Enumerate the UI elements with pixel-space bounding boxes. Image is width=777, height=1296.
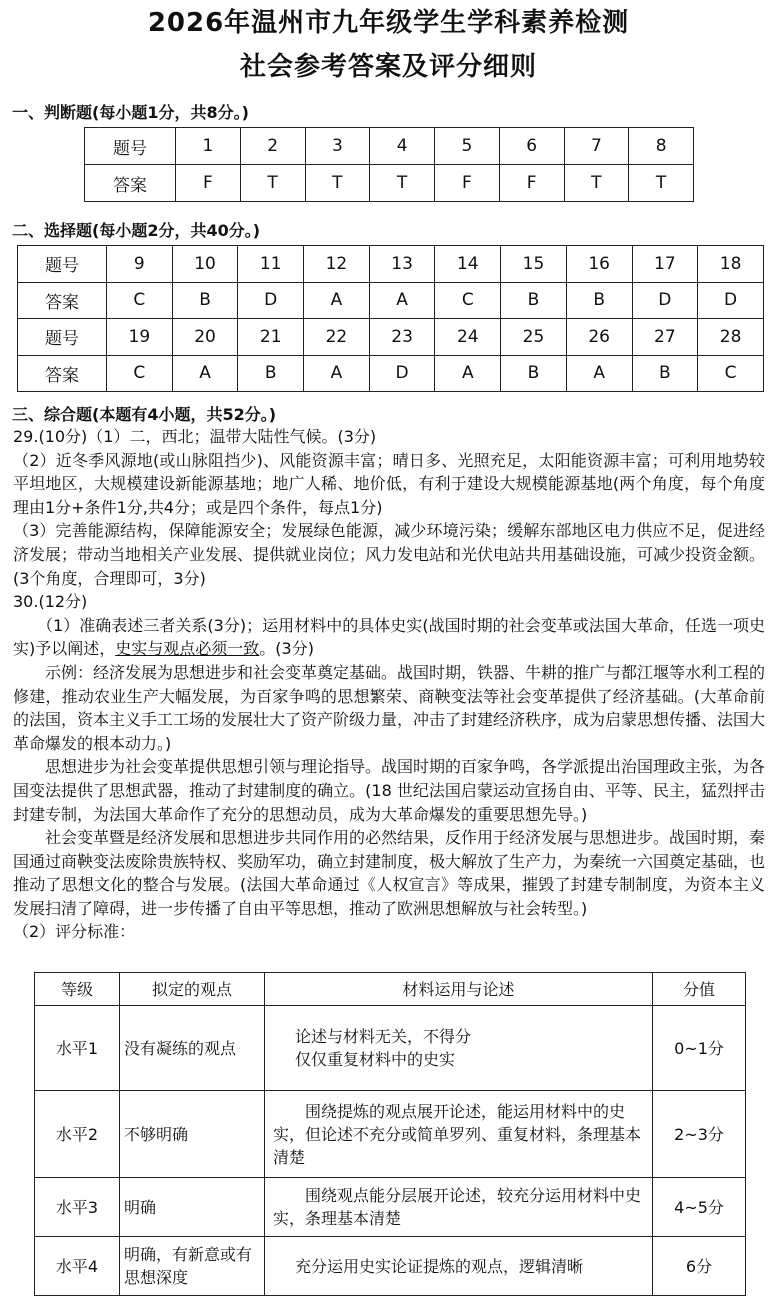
answer-table-cell: 21 bbox=[238, 319, 304, 356]
section-3-heading: 三、综合题(本题有4小题，共52分。) bbox=[12, 405, 277, 424]
answer-table-cell: C bbox=[107, 355, 173, 392]
true-false-answer-table bbox=[84, 127, 694, 202]
answer-table-cell: B bbox=[238, 355, 304, 392]
level-cell: 水平4 bbox=[35, 1237, 120, 1296]
answer-table-cell: B bbox=[632, 355, 698, 392]
header-score: 分值 bbox=[653, 973, 746, 1006]
answer-table-cell: 9 bbox=[107, 246, 173, 283]
answer-table-cell: 2 bbox=[240, 128, 305, 165]
answer-table-cell: F bbox=[499, 165, 564, 202]
title-line-2: 社会参考答案及评分细则 bbox=[239, 52, 537, 82]
view-cell: 没有凝练的观点 bbox=[120, 1006, 265, 1091]
q30-heading: 30.(12分) bbox=[13, 592, 88, 612]
title-line-1: 2026年温州市九年级学生学科素养检测 bbox=[147, 8, 630, 38]
answer-table-cell: 27 bbox=[632, 319, 698, 356]
table-row bbox=[35, 1178, 746, 1237]
answer-table-cell: 5 bbox=[435, 128, 500, 165]
answer-table-cell: B bbox=[501, 355, 567, 392]
answer-table-cell: T bbox=[629, 165, 694, 202]
q29-part2: （2）近冬季风源地(或山脉阻挡少)、风能资源丰富；晴日多、光照充足，太阳能资源丰富；可利用地势较平坦地区，大规模建设新能源基地；地广人稀、地价低，有利于建设大规模能源基地(两个角度，每个角度理由1分+条件1分,共4分；或是四个条件，每点1分) bbox=[13, 450, 765, 517]
answer-table-cell: 16 bbox=[566, 246, 632, 283]
answer-table-cell: A bbox=[369, 282, 435, 319]
answer-table-cell: F bbox=[435, 165, 500, 202]
answer-table-cell: 19 bbox=[107, 319, 173, 356]
q29-part3: （3）完善能源结构，保障能源安全；发展绿色能源，减少环境污染；缓解东部地区电力供应不足，促进经济发展；带动当地相关产业发展、提供就业岗位；风力发电站和光伏电站共用基础设施，可减少投资金额。(3个角度，合理即可，3分) bbox=[13, 521, 766, 588]
answer-table-cell: 3 bbox=[305, 128, 370, 165]
q30-part1-text: （1）准确表述三者关系(3分)；运用材料中的具体史实(战国时期的社会变革或法国大革命，任选一项史实)予以阐述， bbox=[13, 615, 765, 659]
q30-example-1: 示例：经济发展为思想进步和社会变革奠定基础。战国时期，铁器、牛耕的推广与都江堰等水利工程的修建，推动农业生产大幅发展，为百家争鸣的思想繁荣、商鞅变法等社会变革提供了经济基础。(大革命前的法国，资本主义手工工场的发展壮大了资产阶级力量，冲击了封建经济秩序，成为启蒙思想传播、法国大革命爆发的根本动力。) bbox=[13, 662, 766, 753]
answer-table-cell: 17 bbox=[632, 246, 698, 283]
level-cell: 水平1 bbox=[35, 1006, 120, 1091]
answer-table-cell: D bbox=[698, 282, 764, 319]
answer-table-cell: D bbox=[238, 282, 304, 319]
q30-part1-score: 。(3分) bbox=[259, 639, 314, 659]
header-level: 等级 bbox=[35, 973, 120, 1006]
answer-table-cell: 4 bbox=[370, 128, 435, 165]
answer-table-cell: 18 bbox=[698, 246, 764, 283]
material-cell: 论述与材料无关，不得分 仅仅重复材料中的史实 bbox=[265, 1006, 653, 1091]
answer-table-cell: 25 bbox=[501, 319, 567, 356]
answer-table-cell: A bbox=[566, 355, 632, 392]
answer-table-cell: C bbox=[435, 282, 501, 319]
table-row bbox=[18, 355, 764, 392]
q29-part1: 29.(10分)（1）二，西北；温带大陆性气候。(3分) bbox=[13, 427, 377, 446]
answer-table-cell: T bbox=[564, 165, 629, 202]
level-cell: 水平2 bbox=[35, 1091, 120, 1178]
score-cell: 0~1分 bbox=[653, 1006, 746, 1091]
answer-table-cell: 15 bbox=[501, 246, 567, 283]
answer-table-cell: 14 bbox=[435, 246, 501, 283]
scoring-rubric-table bbox=[34, 972, 746, 1296]
table-row bbox=[85, 165, 694, 202]
score-cell: 4~5分 bbox=[653, 1178, 746, 1237]
view-cell: 明确 bbox=[120, 1178, 265, 1237]
answer-table-cell: 24 bbox=[435, 319, 501, 356]
table-row bbox=[85, 128, 694, 165]
answer-table-cell: A bbox=[435, 355, 501, 392]
view-cell: 明确，有新意或有思想深度 bbox=[120, 1237, 265, 1296]
answer-table-cell: 12 bbox=[304, 246, 370, 283]
answer-table-cell: B bbox=[566, 282, 632, 319]
material-cell: 围绕观点能分层展开论述，较充分运用材料中史实，条理基本清楚 bbox=[265, 1178, 653, 1237]
answer-table-cell: 26 bbox=[566, 319, 632, 356]
answer-table-cell: 28 bbox=[698, 319, 764, 356]
answer-table-cell: T bbox=[240, 165, 305, 202]
answer-table-cell: 7 bbox=[564, 128, 629, 165]
answer-table-cell: A bbox=[304, 355, 370, 392]
answer-table-cell: D bbox=[369, 355, 435, 392]
row-label: 题号 bbox=[85, 128, 176, 165]
answer-table-cell: 10 bbox=[172, 246, 238, 283]
answer-table-cell: 22 bbox=[304, 319, 370, 356]
answer-table-cell: 6 bbox=[499, 128, 564, 165]
view-cell: 不够明确 bbox=[120, 1091, 265, 1178]
answer-table-cell: 1 bbox=[176, 128, 241, 165]
answer-table-cell: 11 bbox=[238, 246, 304, 283]
answer-table-cell: F bbox=[176, 165, 241, 202]
q30-example-2: 思想进步为社会变革提供思想引领与理论指导。战国时期的百家争鸣，各学派提出治国理政主张，为各国变法提供了思想武器，推动了封建制度的确立。(18 世纪法国启蒙运动宣扬自由、平等、民主，猛烈抨击封建专制，为法国大革命作了充分的思想动员，成为大革命爆发的重要思想先导。) bbox=[13, 757, 766, 824]
table-header-row bbox=[35, 973, 746, 1006]
multiple-choice-answer-table bbox=[17, 245, 764, 392]
answer-table-cell: 13 bbox=[369, 246, 435, 283]
section-1-heading: 一、判断题(每小题1分，共8分。) bbox=[12, 103, 249, 122]
table-row bbox=[35, 1237, 746, 1296]
row-label: 题号 bbox=[18, 246, 107, 283]
table-row bbox=[35, 1006, 746, 1091]
table-row bbox=[18, 246, 764, 283]
q30-part2: （2）评分标准： bbox=[13, 922, 136, 942]
row-label: 答案 bbox=[18, 355, 107, 392]
answer-table-cell: 23 bbox=[369, 319, 435, 356]
q30-part1-underlined: 史实与观点必须一致 bbox=[115, 639, 260, 659]
table-row bbox=[18, 319, 764, 356]
header-material: 材料运用与论述 bbox=[265, 973, 653, 1006]
section-2-heading: 二、选择题(每小题2分，共40分。) bbox=[12, 221, 261, 240]
material-cell: 围绕提炼的观点展开论述，能运用材料中的史实，但论述不充分或简单罗列、重复材料，条理基本清楚 bbox=[265, 1091, 653, 1178]
answer-table-cell: C bbox=[107, 282, 173, 319]
q30-example-3: 社会变革暨是经济发展和思想进步共同作用的必然结果，反作用于经济发展与思想进步。战国时期，秦国通过商鞅变法废除贵族特权、奖励军功，确立封建制度，极大解放了生产力，为秦统一六国奠定基础，也推动了思想文化的整合与发展。(法国大革命通过《人权宣言》等成果，摧毁了封建专制制度，为资本主义发展扫清了障碍，进一步传播了自由平等思想，推动了欧洲思想解放与社会转型。) bbox=[13, 828, 766, 918]
answer-table-cell: A bbox=[304, 282, 370, 319]
material-cell: 充分运用史实论证提炼的观点，逻辑清晰 bbox=[265, 1237, 653, 1296]
header-view: 拟定的观点 bbox=[120, 973, 265, 1006]
answer-table-cell: B bbox=[172, 282, 238, 319]
row-label: 答案 bbox=[18, 282, 107, 319]
section-3-body bbox=[13, 425, 765, 944]
q30-part1 bbox=[13, 614, 765, 661]
answer-table-cell: T bbox=[370, 165, 435, 202]
row-label: 答案 bbox=[85, 165, 176, 202]
answer-table-cell: 20 bbox=[172, 319, 238, 356]
level-cell: 水平3 bbox=[35, 1178, 120, 1237]
table-row bbox=[18, 282, 764, 319]
answer-table-cell: A bbox=[172, 355, 238, 392]
answer-table-cell: C bbox=[698, 355, 764, 392]
answer-table-cell: T bbox=[305, 165, 370, 202]
answer-table-cell: D bbox=[632, 282, 698, 319]
answer-table-cell: B bbox=[501, 282, 567, 319]
score-cell: 2~3分 bbox=[653, 1091, 746, 1178]
answer-table-cell: 8 bbox=[629, 128, 694, 165]
row-label: 题号 bbox=[18, 319, 107, 356]
table-row bbox=[35, 1091, 746, 1178]
score-cell: 6分 bbox=[653, 1237, 746, 1296]
